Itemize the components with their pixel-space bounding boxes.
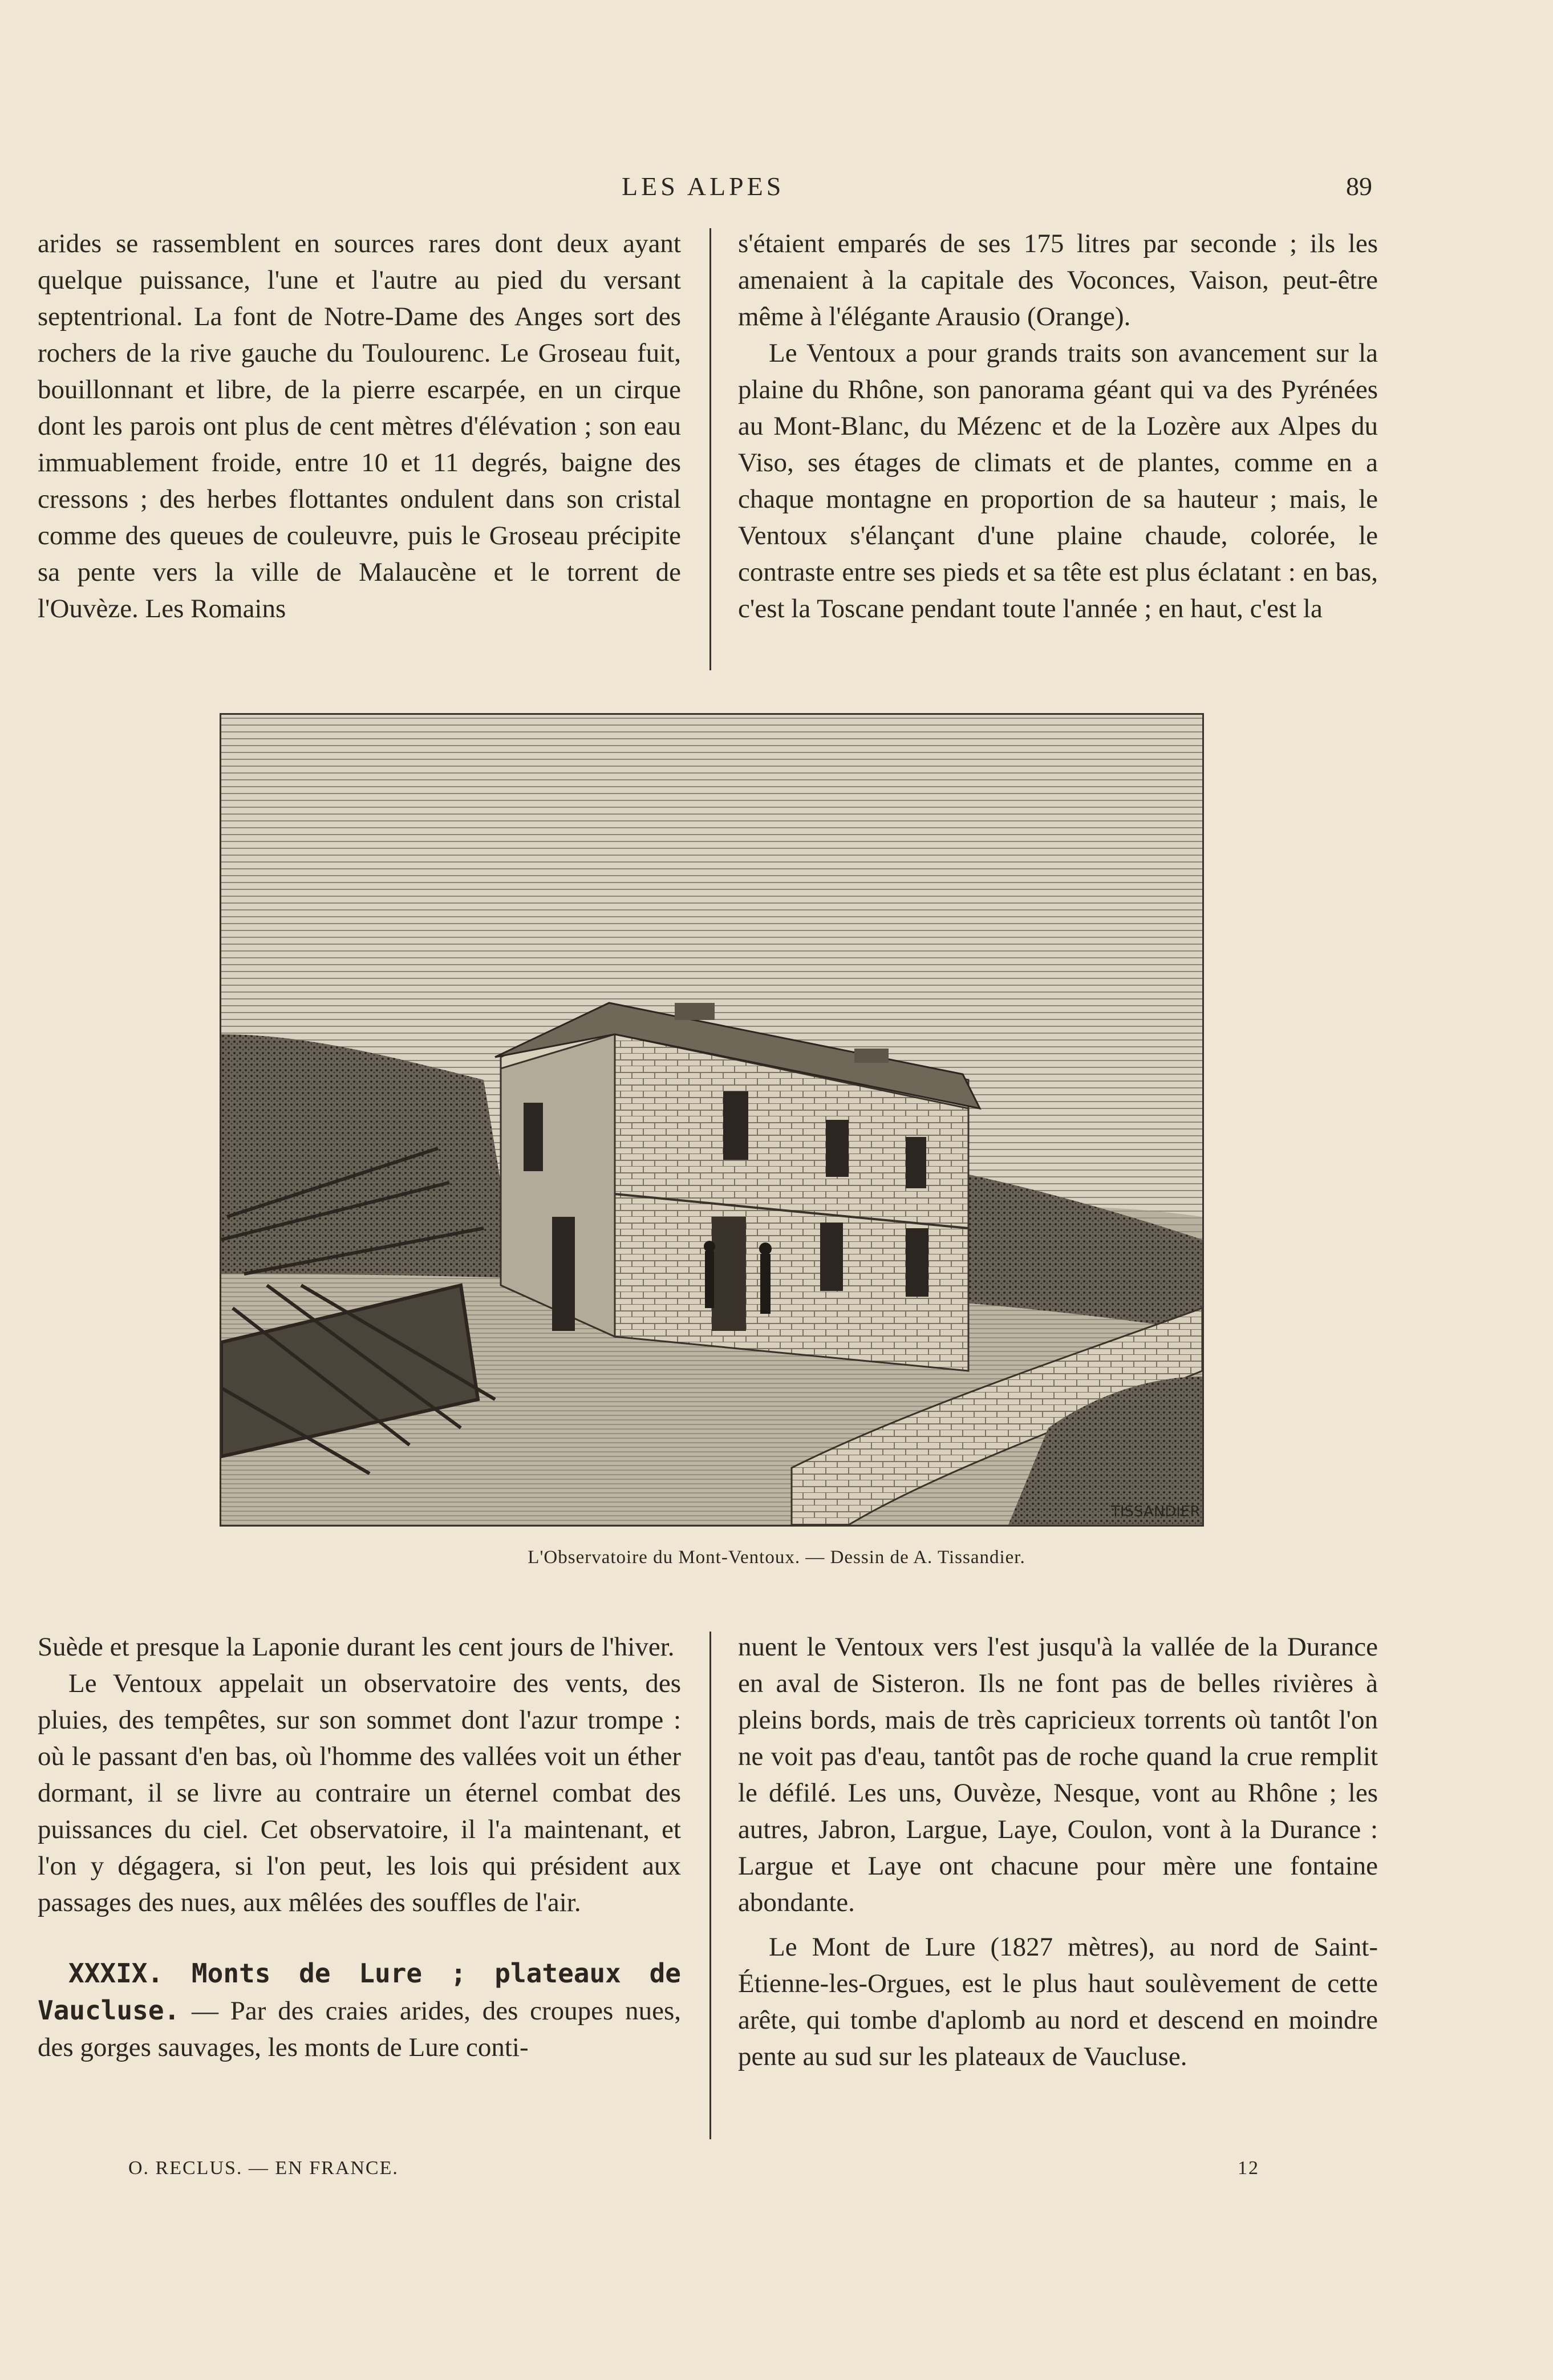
running-head (0, 171, 1553, 205)
footer-author: O. RECLUS. — EN FRANCE. (128, 2158, 399, 2179)
bottom-right-column (738, 1629, 1378, 2075)
paragraph: nuent le Ventoux vers l'est jusqu'à la vallée de la Durance en aval de Sisteron. Ils ne font pas de belles rivières à pleins bords, mais de très capricieux torrents où tantôt l'on ne voit pas d'eau, tantôt pas de roche quand la crue remplit le défilé. Les uns, Ouvèze, Nesque, vont au Rhône ; les autres, Jabron, Largue, Laye, Coulon, vont à la Durance : Largue et Laye ont chacune pour mère une fontaine abondante. (738, 1632, 1378, 1917)
paragraph: Suède et presque la Laponie durant les cent jours de l'hiver. (38, 1632, 675, 1662)
paragraph: s'étaient emparés de ses 175 litres par seconde ; ils les amenaient à la capitale des Voconces, Vaison, peut-être même à l'élégante Arausio (Orange). (738, 229, 1378, 331)
paragraph: arides se rassemblent en sources rares dont deux ayant quelque puissance, l'une et l'autre au pied du versant septentrional. La font de Notre-Dame des Anges sort des rochers de la rive gauche du Toulourenc. Le Groseau fuit, bouillonnant et libre, de la pierre escarpée, en un cirque dont les parois ont plus de cent mètres d'élévation ; son eau immuablement froide, entre 10 et 11 degrés, baigne des cressons ; des herbes flottantes ondulent dans son cristal comme des queues de couleuvre, puis le Groseau précipite sa pente vers la ville de Malaucène et le torrent de l'Ouvèze. Les Romains (38, 229, 681, 624)
top-right-column (738, 225, 1378, 627)
running-title: LES ALPES (622, 172, 785, 201)
paragraph: Le Mont de Lure (1827 mètres), au nord de Saint-Étienne-les-Orgues, est le plus haut soulèvement de cette arête, qui tombe d'aplomb au nord et descend en moindre pente au sud sur les plateaux de Vaucluse. (738, 1932, 1378, 2071)
section-paragraph (38, 1955, 681, 2066)
bottom-left-column (38, 1629, 681, 2066)
engraving-illustration (221, 715, 1202, 1525)
figure-caption: L'Observatoire du Mont-Ventoux. — Dessin de A. Tissandier. (528, 1547, 1025, 1568)
section-heading: XXXIX. Monts de Lure ; plateaux de Vaucluse. (38, 1958, 681, 2026)
paragraph: Le Ventoux appelait un observatoire des vents, des pluies, des tempêtes, sur son sommet dont l'azur trompe : où le passant d'en bas, où l'homme des vallées voit un éther dormant, il se livre au contraire un éternel combat des puissances du ciel. Cet observatoire, il l'a maintenant, et l'on y dégagera, si l'on peut, les lois qui président aux passages des nues, aux mêlées des souffles de l'air. (38, 1669, 681, 1917)
paragraph: Le Ventoux a pour grands traits son avancement sur la plaine du Rhône, son panorama géant qui va des Pyrénées au Mont-Blanc, du Mézenc et de la Lozère aux Alpes du Viso, ses étages de climats et de plantes, comme en a chaque montagne en proportion de sa hauteur ; mais, le Ventoux s'élançant d'une plaine chaude, colorée, le contraste entre ses pieds et sa tête est plus éclatant : en bas, c'est la Toscane pendant toute l'année ; en haut, c'est la (738, 338, 1378, 624)
section-text: — Par des craies arides, des croupes nues, des gorges sauvages, les monts de Lure conti- (38, 1996, 681, 2062)
engraver-signature: TISSANDIER (1111, 1503, 1201, 1520)
column-rule-top (709, 228, 711, 670)
signature-mark: 12 (1238, 2158, 1259, 2179)
page-number: 89 (1346, 172, 1372, 201)
column-rule-bottom (709, 1632, 711, 2139)
top-left-column (38, 225, 681, 627)
engraving-observatory (220, 713, 1204, 1527)
